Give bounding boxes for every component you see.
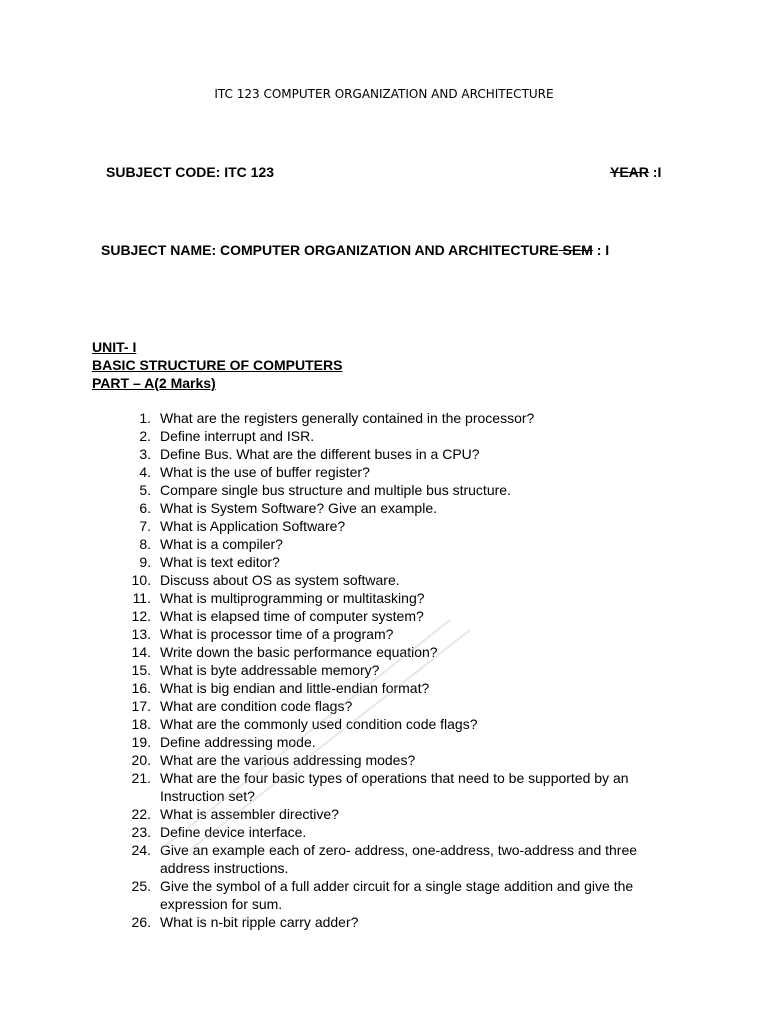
question-text: What is assembler directive? xyxy=(160,806,339,822)
question-item xyxy=(113,625,683,643)
question-item xyxy=(113,481,683,499)
year-field xyxy=(610,164,661,180)
question-item xyxy=(113,517,683,535)
question-number: 11. xyxy=(132,590,151,606)
question-number: 20. xyxy=(131,752,151,768)
question-item xyxy=(113,841,683,877)
question-item xyxy=(113,589,683,607)
question-text: What is byte addressable memory? xyxy=(160,662,380,678)
question-text: Give the symbol of a full adder circuit for a single stage addition and give the expression for sum. xyxy=(160,878,634,912)
question-text: What are the registers generally contained in the processor? xyxy=(160,410,535,426)
question-number: 19. xyxy=(131,734,151,750)
unit-heading: UNIT- I xyxy=(92,339,137,355)
question-item xyxy=(113,535,683,553)
question-number: 14. xyxy=(131,644,151,660)
question-number: 7. xyxy=(139,518,151,534)
sem-value: : I xyxy=(592,242,610,258)
question-number: 21. xyxy=(131,770,151,786)
question-text: What are condition code flags? xyxy=(160,698,353,714)
question-text: Define interrupt and ISR. xyxy=(160,428,315,444)
question-text: Define addressing mode. xyxy=(160,734,316,750)
question-item xyxy=(113,445,683,463)
year-value: :I xyxy=(648,164,662,180)
question-item xyxy=(113,463,683,481)
question-item xyxy=(113,607,683,625)
question-number: 2. xyxy=(139,428,151,444)
question-item xyxy=(113,553,683,571)
question-text: Define Bus. What are the different buses in a CPU? xyxy=(160,446,480,462)
document-header-title: ITC 123 COMPUTER ORGANIZATION AND ARCHITECTURE xyxy=(214,87,554,101)
question-item xyxy=(113,427,683,445)
question-text: Write down the basic performance equation? xyxy=(160,644,438,660)
question-number: 13. xyxy=(131,626,151,642)
question-text: Compare single bus structure and multiple bus structure. xyxy=(160,482,511,498)
question-text: What is a compiler? xyxy=(160,536,283,552)
question-item xyxy=(113,661,683,679)
question-item xyxy=(113,679,683,697)
question-item xyxy=(113,643,683,661)
sem-label: SEM xyxy=(558,242,593,258)
question-list xyxy=(113,409,683,931)
question-number: 1. xyxy=(139,410,151,426)
question-item xyxy=(113,769,683,805)
question-text: What is Application Software? xyxy=(160,518,346,534)
question-number: 26. xyxy=(131,914,151,930)
question-item xyxy=(113,697,683,715)
year-label: YEAR xyxy=(610,164,649,180)
question-text: What are the commonly used condition code flags? xyxy=(160,716,478,732)
question-item xyxy=(113,409,683,427)
subject-name xyxy=(101,242,609,258)
question-number: 25. xyxy=(131,878,151,894)
question-number: 15. xyxy=(131,662,151,678)
question-item xyxy=(113,913,683,931)
subject-code: SUBJECT CODE: ITC 123 xyxy=(106,164,275,180)
question-number: 8. xyxy=(139,536,151,552)
question-item xyxy=(113,751,683,769)
question-text: What are the various addressing modes? xyxy=(160,752,416,768)
question-text: What are the four basic types of operations that need to be supported by an Instruction set? xyxy=(160,770,629,804)
question-item xyxy=(113,823,683,841)
question-number: 4. xyxy=(139,464,151,480)
question-text: What is processor time of a program? xyxy=(160,626,394,642)
question-number: 12. xyxy=(131,608,151,624)
question-item xyxy=(113,805,683,823)
question-number: 23. xyxy=(131,824,151,840)
question-item xyxy=(113,715,683,733)
question-text: What is text editor? xyxy=(160,554,280,570)
question-number: 17. xyxy=(131,698,151,714)
question-number: 18. xyxy=(131,716,151,732)
question-text: What is big endian and little-endian format? xyxy=(160,680,430,696)
question-number: 16. xyxy=(131,680,151,696)
question-item xyxy=(113,877,683,913)
part-heading: PART – A(2 Marks) xyxy=(92,375,216,391)
question-number: 22. xyxy=(131,806,151,822)
question-text: Discuss about OS as system software. xyxy=(160,572,400,588)
question-text: What is System Software? Give an example. xyxy=(160,500,437,516)
question-item xyxy=(113,733,683,751)
question-number: 9. xyxy=(139,554,151,570)
question-text: Define device interface. xyxy=(160,824,307,840)
question-text: What is the use of buffer register? xyxy=(160,464,370,480)
section-headings xyxy=(92,338,342,392)
question-item xyxy=(113,571,683,589)
question-number: 5. xyxy=(139,482,151,498)
question-text: What is multiprogramming or multitasking? xyxy=(160,590,425,606)
topic-heading: BASIC STRUCTURE OF COMPUTERS xyxy=(92,357,343,373)
question-number: 24. xyxy=(131,842,151,858)
question-item xyxy=(113,499,683,517)
question-text: What is n-bit ripple carry adder? xyxy=(160,914,359,930)
question-text: Give an example each of zero- address, one-address, two-address and three address instructions. xyxy=(160,842,638,876)
question-text: What is elapsed time of computer system? xyxy=(160,608,424,624)
question-number: 3. xyxy=(139,446,151,462)
question-number: 6. xyxy=(139,500,151,516)
subject-name-label: SUBJECT NAME: COMPUTER ORGANIZATION AND ARCHITECTURE xyxy=(101,242,559,258)
question-number: 10. xyxy=(131,572,151,588)
